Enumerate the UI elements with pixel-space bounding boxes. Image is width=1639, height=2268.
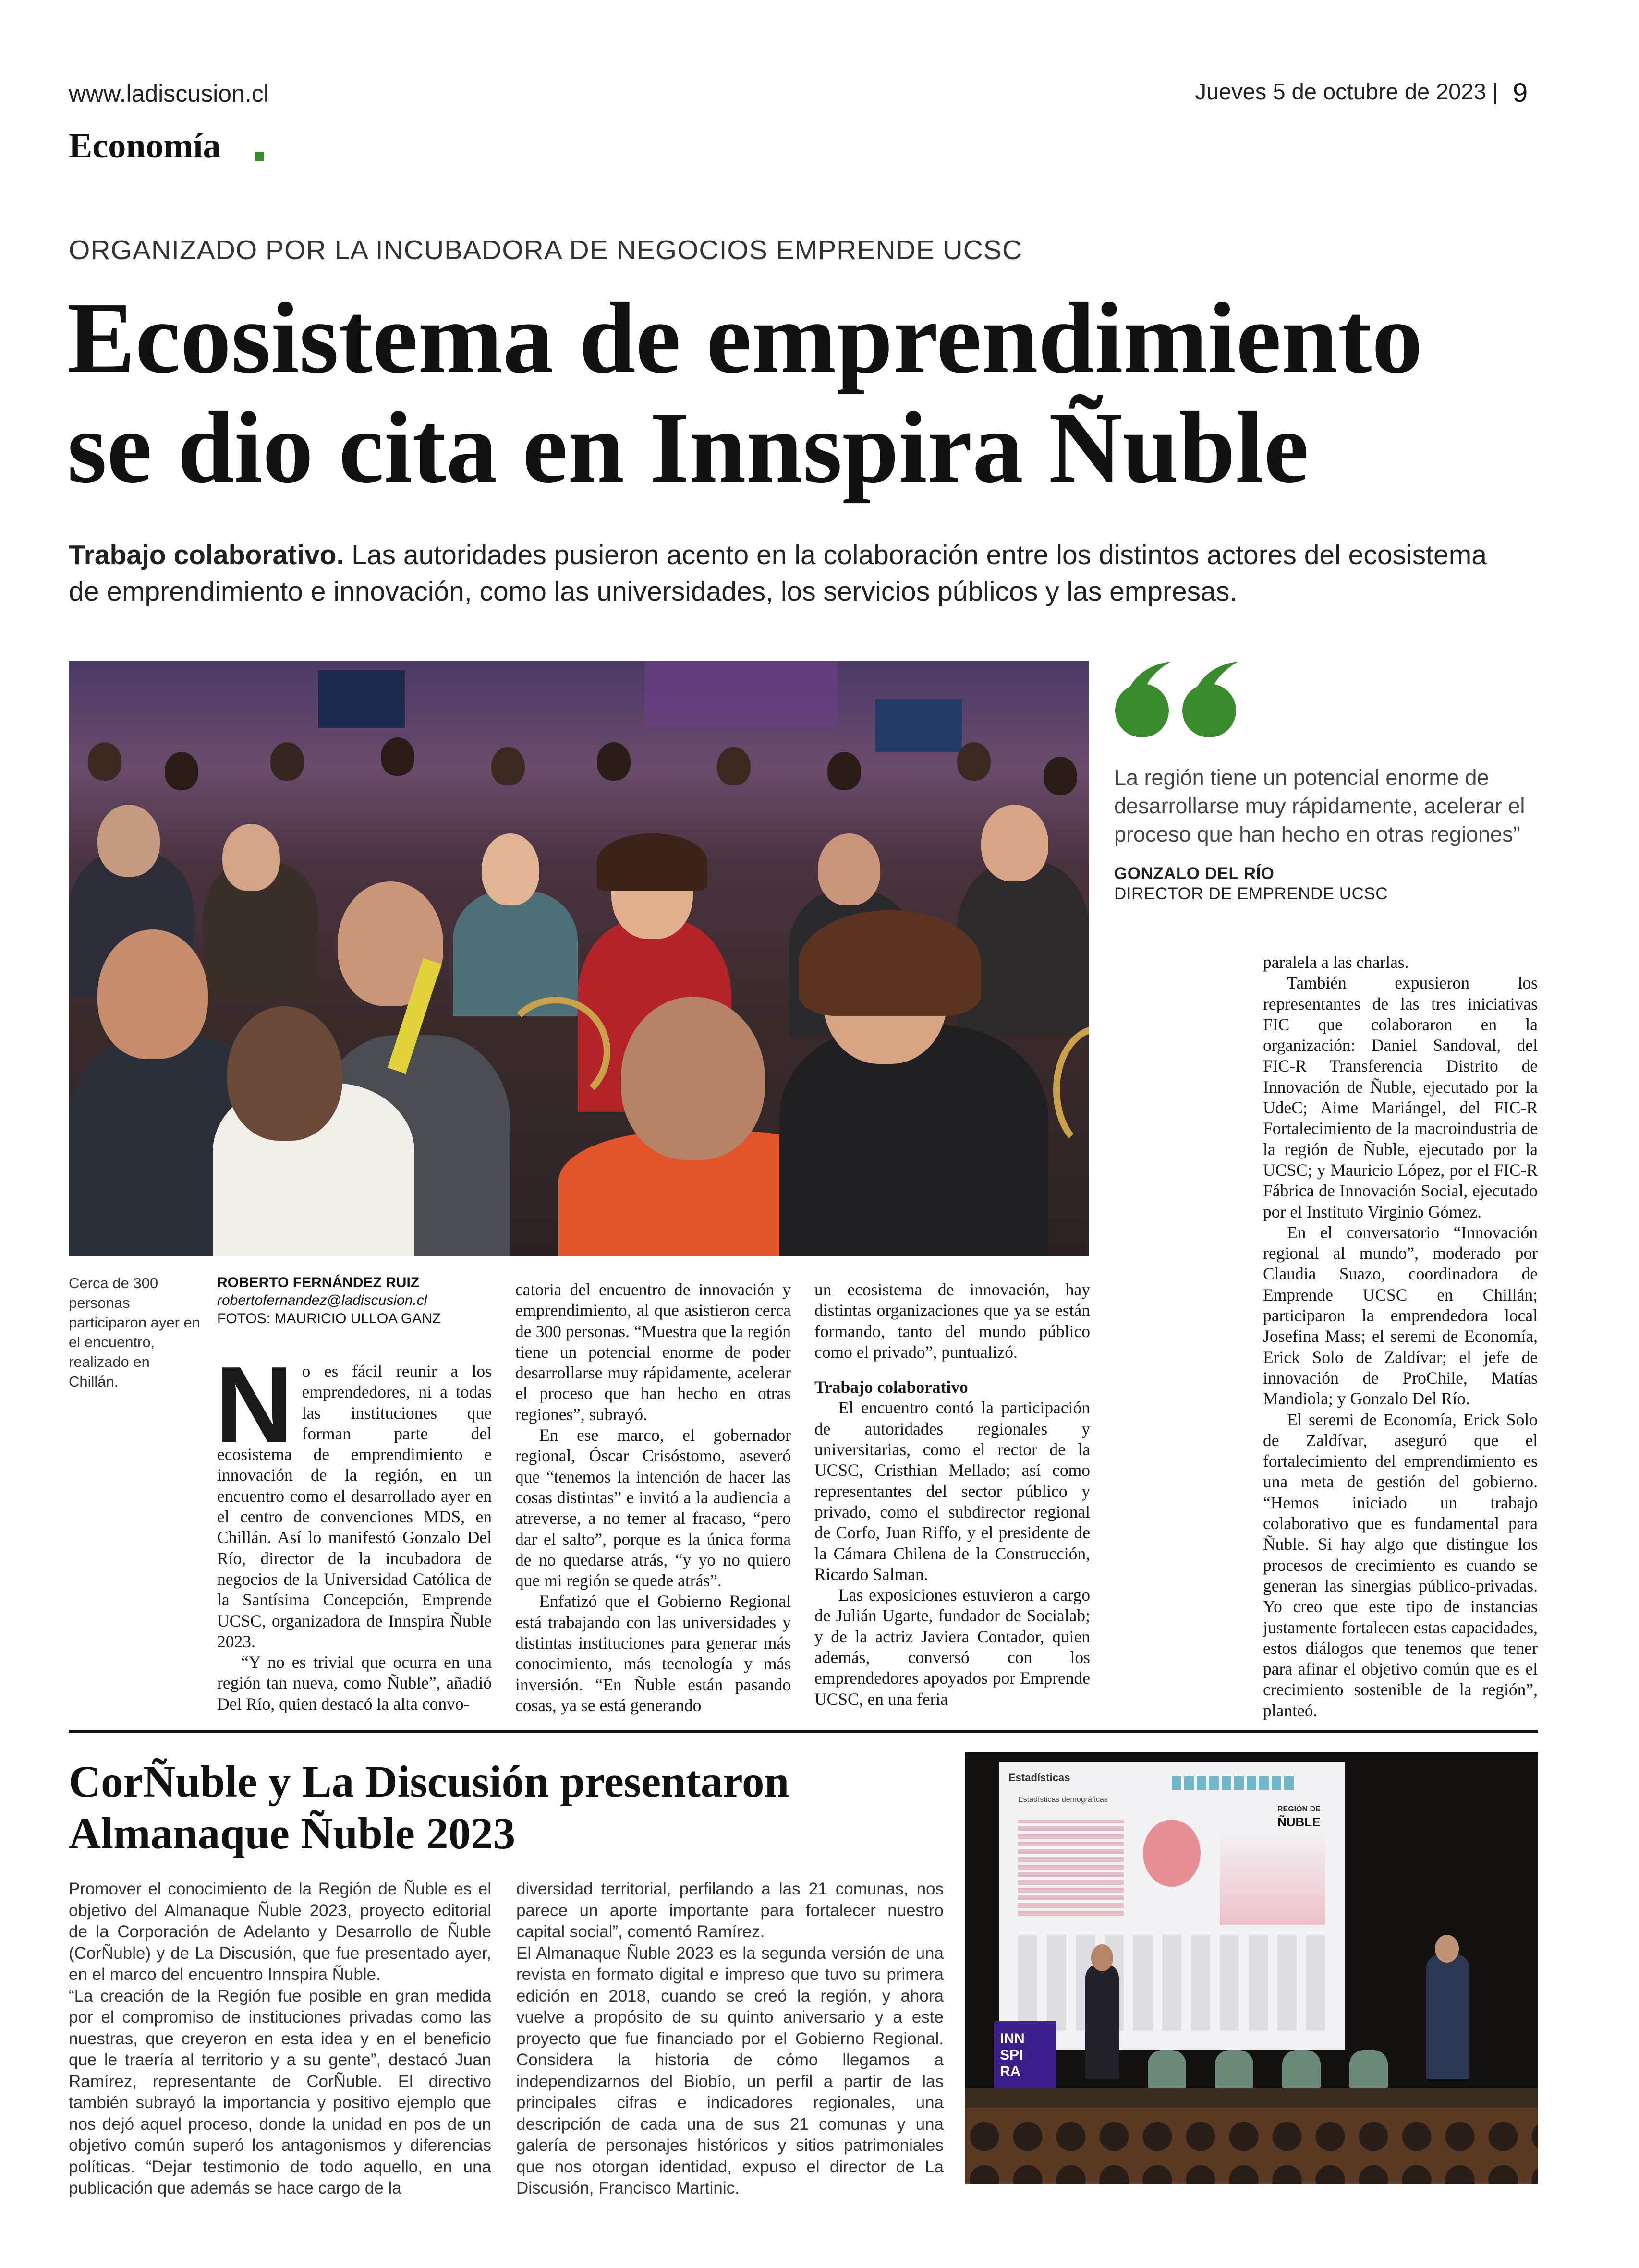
paragraph: El seremi de Economía, Erick Solo de Zaldívar, aseguró que el fortalecimiento del emprendimiento es una meta de gestión del gobierno. “Hemos iniciado un trabajo colaborativo que es fundamental para Ñuble. Si hay algo que distingue los procesos de crecimiento es cuando se generan las sinergias público-privadas. Yo creo que este tipo de instancias justamente fortalecen estas capacidades, estos diálogos que tenemos que tener para afinar el objetivo común que es el crecimiento sostenible de la región”, planteó. bbox=[1263, 1410, 1538, 1720]
drop-cap: N bbox=[215, 1344, 293, 1465]
date-text: Jueves 5 de octubre de 2023 bbox=[1195, 79, 1486, 104]
deck-lead: Trabajo colaborativo. bbox=[69, 540, 344, 570]
screen-title: Estadísticas bbox=[1008, 1772, 1070, 1784]
article-column-3 bbox=[814, 1279, 1090, 1710]
paragraph: “La creación de la Región fue posible en gran medida por el compromiso de instituciones privadas como las nuestras, que creyeron en esta idea y en el beneficio que le traería al territorio y a su gente”, destacó Juan Ramírez, representante de CorÑuble. El directivo también subrayó la importancia y positivo ejemplo que nos dejó aquel proceso, donde la unidad en pos de un objetivo común superó los antagonismos y diferencias políticas. “Dejar testimonio de todo aquello, en una publicación que además se hace cargo de la bbox=[69, 1986, 491, 2197]
deck-text: Las autoridades pusieron acento en la colaboración entre los distintos actores del ecosistema de emprendimiento e innovación, como las universidades, los servicios públicos y las empresas. bbox=[69, 540, 1487, 607]
paragraph: catoria del encuentro de innovación y emprendimiento, al que asistieron cerca de 300 personas. “Muestra que la región tiene un potencial enorme de poder desarrollarse muy rápidamente, acelerar el proceso que han hecho en otras regiones”, subrayó. bbox=[515, 1280, 791, 1424]
paragraph: El encuentro contó la participación de autoridades regionales y universitarias, como el rector de la UCSC, Cristhian Mellado; así como representantes del sector público y privado, como el subdirector regional de Corfo, Juan Riffo, y el presidente de la Cámara Chilena de la Construcción, Ricardo Salman. bbox=[814, 1398, 1090, 1584]
paragraph: diversidad territorial, perfilando a las 21 comunas, nos parece un aporte importante para fortalecer nuestro capital social”, comentó Ramírez. bbox=[516, 1880, 944, 1941]
secondary-headline-line-1: CorÑuble y La Discusión presentaron bbox=[69, 1757, 789, 1807]
section-dot bbox=[255, 152, 264, 161]
paragraph: “Y no es trivial que ocurra en una región tan nueva, como Ñuble”, añadió Del Río, quien destacó la alta convo- bbox=[217, 1653, 492, 1713]
paragraph: o es fácil reunir a los emprendedores, ni a todas las instituciones que forman parte del ecosistema de emprendimiento e innovación de la región, en un encuentro como el desarrollado ayer en el centro de convenciones MDS, en Chillán. Así lo manifestó Gonzalo Del Río, director de la incubadora de negocios de la Universidad Católica de la Santísima Concepción, Emprende UCSC, organizadora de Innspira Ñuble 2023. bbox=[217, 1362, 492, 1651]
article-headline bbox=[67, 283, 1580, 502]
speaker-head bbox=[1435, 1935, 1459, 1963]
article-column-2 bbox=[515, 1279, 791, 1716]
publication-date: Jueves 5 de octubre de 2023 | bbox=[1195, 79, 1498, 104]
paragraph: un ecosistema de innovación, hay distintas organizaciones que ya se están formando, tanto del mundo público como el privado”, puntualizó. bbox=[814, 1280, 1090, 1362]
headline-line-1: Ecosistema de emprendimiento bbox=[67, 281, 1423, 394]
paragraph: Las exposiciones estuvieron a cargo de Julián Ugarte, fundador de Socialab; y de la actriz Javiera Contador, quien además, conversó con los emprendedores apoyados por Emprende UCSC, en una feria bbox=[814, 1585, 1090, 1709]
pull-quote-author: GONZALO DEL RÍO bbox=[1114, 864, 1275, 883]
speaker-head bbox=[1091, 1944, 1113, 1971]
podium-text: INN SPI RA bbox=[1000, 2031, 1025, 2079]
section-name: Economía bbox=[69, 126, 221, 166]
screen-subtitle: Estadísticas demográficas bbox=[1018, 1796, 1108, 1804]
article-kicker: ORGANIZADO POR LA INCUBADORA DE NEGOCIOS EMPRENDE UCSC bbox=[69, 235, 1022, 265]
paragraph: paralela a las charlas. bbox=[1263, 953, 1409, 972]
headline-line-2: se dio cita en Innspira Ñuble bbox=[67, 391, 1309, 504]
byline-email[interactable]: robertofernandez@ladiscusion.cl bbox=[217, 1292, 427, 1308]
audience-photo bbox=[69, 661, 1089, 1256]
page-number: 9 bbox=[1513, 77, 1528, 108]
article-deck bbox=[69, 537, 1509, 610]
projection-screen bbox=[999, 1762, 1345, 2050]
paragraph: El Almanaque Ñuble 2023 es la segunda versión de una revista en formato digital e impreso que tuvo su primera edición en 2018, cuando se creó la región, y ahora vuelve a propósito de su quinto aniversario y a este proyecto que fue financiado por el Gobierno Regional. Considera la historia de cómo llegamos a independizarnos del Biobío, un perfil a partir de las principales cifras e indicadores regionales, una descripción de cada una de sus 21 comunas y una galería de personajes históricos y sitios patrimoniales que nos otorgan identidad, expuso el director de La Discusión, Francisco Martinic. bbox=[516, 1943, 944, 2197]
speaker-figure bbox=[1085, 1964, 1119, 2079]
secondary-column-1 bbox=[69, 1879, 491, 2199]
paragraph: Enfatizó que el Gobierno Regional está trabajando con las universidades y distintas instituciones para generar más conocimiento, más tecnología y más inversión. “En Ñuble están pasando cosas, ya se está generando bbox=[515, 1592, 791, 1715]
quote-mark-icon bbox=[1113, 662, 1243, 738]
screen-logo-line-2: ÑUBLE bbox=[1277, 1815, 1321, 1829]
article-column-4 bbox=[1263, 952, 1538, 1721]
site-url[interactable]: www.ladiscusion.cl bbox=[69, 80, 269, 107]
secondary-headline-line-2: Almanaque Ñuble 2023 bbox=[69, 1809, 516, 1858]
article-column-1 bbox=[215, 1344, 492, 1714]
secondary-column-2 bbox=[516, 1879, 944, 2199]
paragraph: En el conversatorio “Innovación regional al mundo”, moderado por Claudia Suazo, coordinadora de Emprende UCSC en Chillán; participaron la emprendedora local Josefina Mass; el seremi de Economía, Erick Solo de Zaldívar; el jefe de innovación de ProChile, Matías Mandiola; y Gonzalo Del Río. bbox=[1263, 1222, 1538, 1409]
paragraph: Promover el conocimiento de la Región de Ñuble es el objetivo del Almanaque Ñuble 2023, proyecto editorial de la Corporación de Adelanto y Desarrollo de Ñuble (CorÑuble) y de La Discusión, que fue presentado ayer, en el marco del encuentro Innspira Ñuble. bbox=[69, 1880, 491, 1984]
screen-logo-line-1: REGIÓN DE bbox=[1277, 1805, 1321, 1813]
secondary-headline bbox=[69, 1756, 943, 1860]
stage-photo bbox=[965, 1752, 1538, 2184]
speaker-figure bbox=[1426, 1954, 1469, 2079]
byline-photos: FOTOS: MAURICIO ULLOA GANZ bbox=[217, 1311, 441, 1327]
section-divider bbox=[69, 1730, 1538, 1733]
photo-caption: Cerca de 300 personas participaron ayer en el encuentro, realizado en Chillán. bbox=[69, 1275, 200, 1390]
byline-author: ROBERTO FERNÁNDEZ RUIZ bbox=[217, 1275, 420, 1291]
pull-quote-role: DIRECTOR DE EMPRENDE UCSC bbox=[1114, 884, 1388, 903]
paragraph: En ese marco, el gobernador regional, Óscar Crisóstomo, aseveró que “tenemos la intención de hacer las cosas distintas” e invitó a la audiencia a atreverse, a no temer al fracaso, “pero dar el salto”, porque es la única forma de no quedarse atrás, “y yo no quiero que mi región se quede atrás”. bbox=[515, 1425, 791, 1591]
pull-quote-text: La región tiene un potencial enorme de desarrollarse muy rápidamente, acelerar el proceso que han hecho en otras regiones” bbox=[1114, 765, 1525, 846]
column-subhead: Trabajo colaborativo bbox=[814, 1377, 968, 1397]
paragraph: También expusieron los representantes de las tres iniciativas FIC que colaboraron en la organización: Daniel Sandoval, del FIC-R Transferencia Distrito de Innovación de Ñuble, ejecutado por la UdeC; Aime Mariángel, del FIC-R Fortalecimiento de la macroindustria de la región de Ñuble, ejecutado por la UCSC; y Mauricio López, por el FIC-R Fábrica de Innovación Social, ejecutado por el Instituto Virginio Gómez. bbox=[1263, 973, 1538, 1221]
